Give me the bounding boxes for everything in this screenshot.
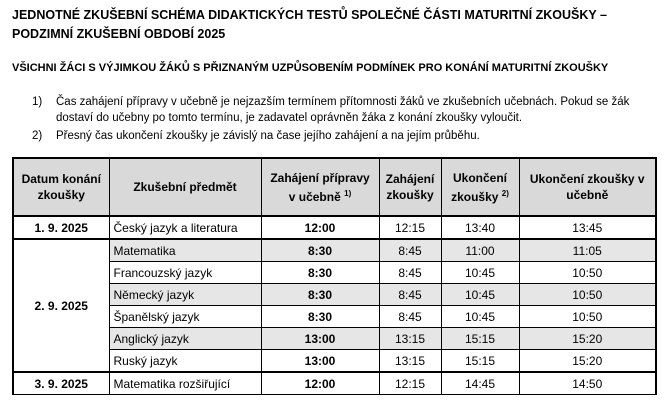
- end-room-cell: 11:05: [519, 239, 656, 262]
- page-subtitle: VŠICHNI ŽÁCI S VÝJIMKOU ŽÁKŮ S PŘIZNANÝM UZPŮSOBENÍM PODMÍNEK PRO KONÁNÍ MATURITNÍ ZKOUŠKY: [12, 62, 609, 74]
- table-row: [13, 306, 656, 328]
- note-item: [32, 128, 652, 144]
- subject-cell: Ruský jazyk: [109, 350, 261, 373]
- start-cell: 13:15: [379, 328, 441, 350]
- end-cell: 10:45: [441, 284, 519, 306]
- end-room-cell: 10:50: [519, 306, 656, 328]
- subject-cell: Matematika rozšiřující: [109, 372, 261, 395]
- header-end-label: Ukončení zkoušky: [451, 170, 507, 204]
- note-item: [32, 94, 652, 126]
- page-title: JEDNOTNÉ ZKUŠEBNÍ SCHÉMA DIDAKTICKÝCH TESTŮ SPOLEČNÉ ČÁSTI MATURITNÍ ZKOUŠKY – PODZIMNÍ ZKUŠEBNÍ OBDOBÍ 2025: [12, 8, 607, 41]
- end-cell: 13:40: [441, 216, 519, 239]
- start-cell: 12:15: [379, 216, 441, 239]
- header-prep: [261, 158, 379, 216]
- prep-cell: 8:30: [261, 262, 379, 284]
- header-date: Datum konání zkoušky: [13, 158, 109, 216]
- start-cell: 13:15: [379, 350, 441, 373]
- end-room-cell: 13:45: [519, 216, 656, 239]
- table-row: [13, 239, 656, 262]
- table-header-row: [13, 158, 656, 216]
- table-row: [13, 262, 656, 284]
- end-cell: 10:45: [441, 262, 519, 284]
- header-start: Zahájení zkoušky: [379, 158, 441, 216]
- prep-cell: 8:30: [261, 284, 379, 306]
- end-cell: 14:45: [441, 372, 519, 395]
- subject-cell: Český jazyk a literatura: [109, 216, 261, 239]
- prep-cell: 13:00: [261, 350, 379, 373]
- prep-cell: 8:30: [261, 239, 379, 262]
- subject-cell: Matematika: [109, 239, 261, 262]
- notes-list: [32, 94, 652, 146]
- end-cell: 15:15: [441, 328, 519, 350]
- end-room-cell: 10:50: [519, 262, 656, 284]
- subject-cell: Německý jazyk: [109, 284, 261, 306]
- prep-cell: 13:00: [261, 328, 379, 350]
- header-end: [441, 158, 519, 216]
- end-room-cell: 15:20: [519, 350, 656, 373]
- end-room-cell: 10:50: [519, 284, 656, 306]
- prep-cell: 12:00: [261, 216, 379, 239]
- note-number: 2): [32, 130, 43, 142]
- prep-cell: 12:00: [261, 372, 379, 395]
- start-cell: 8:45: [379, 284, 441, 306]
- prep-cell: 8:30: [261, 306, 379, 328]
- subject-cell: Francouzský jazyk: [109, 262, 261, 284]
- header-end-footnote: 2): [501, 188, 509, 198]
- date-cell: 2. 9. 2025: [13, 239, 109, 372]
- table-row: [13, 328, 656, 350]
- end-room-cell: 14:50: [519, 372, 656, 395]
- note-text: Čas zahájení přípravy v učebně je nejzazším termínem přítomnosti žáků ve zkušebních učebnách. Pokud se žák dostaví do učebny po tomto termínu, je zadavatel oprávněn žáka z konání zkoušky vyloučit.: [56, 96, 630, 124]
- header-end-room: Ukončení zkoušky v učebně: [519, 158, 656, 216]
- start-cell: 8:45: [379, 239, 441, 262]
- table-row: [13, 216, 656, 239]
- start-cell: 8:45: [379, 306, 441, 328]
- date-cell: 3. 9. 2025: [13, 372, 109, 395]
- start-cell: 8:45: [379, 262, 441, 284]
- table-row: [13, 350, 656, 373]
- note-number: 1): [32, 96, 43, 108]
- end-cell: 15:15: [441, 350, 519, 373]
- subject-cell: Španělský jazyk: [109, 306, 261, 328]
- header-prep-footnote: 1): [344, 188, 352, 198]
- exam-schedule-table: [12, 157, 657, 395]
- header-subject: Zkušební předmět: [109, 158, 261, 216]
- date-cell: 1. 9. 2025: [13, 216, 109, 239]
- start-cell: 12:15: [379, 372, 441, 395]
- note-text: Přesný čas ukončení zkoušky je závislý na čase jejího zahájení a na jejím průběhu.: [56, 130, 480, 142]
- subject-cell: Anglický jazyk: [109, 328, 261, 350]
- table-row: [13, 284, 656, 306]
- table-row: [13, 372, 656, 395]
- header-prep-label: Zahájení přípravy v učebně: [270, 170, 370, 204]
- end-cell: 11:00: [441, 239, 519, 262]
- end-cell: 10:45: [441, 306, 519, 328]
- end-room-cell: 15:20: [519, 328, 656, 350]
